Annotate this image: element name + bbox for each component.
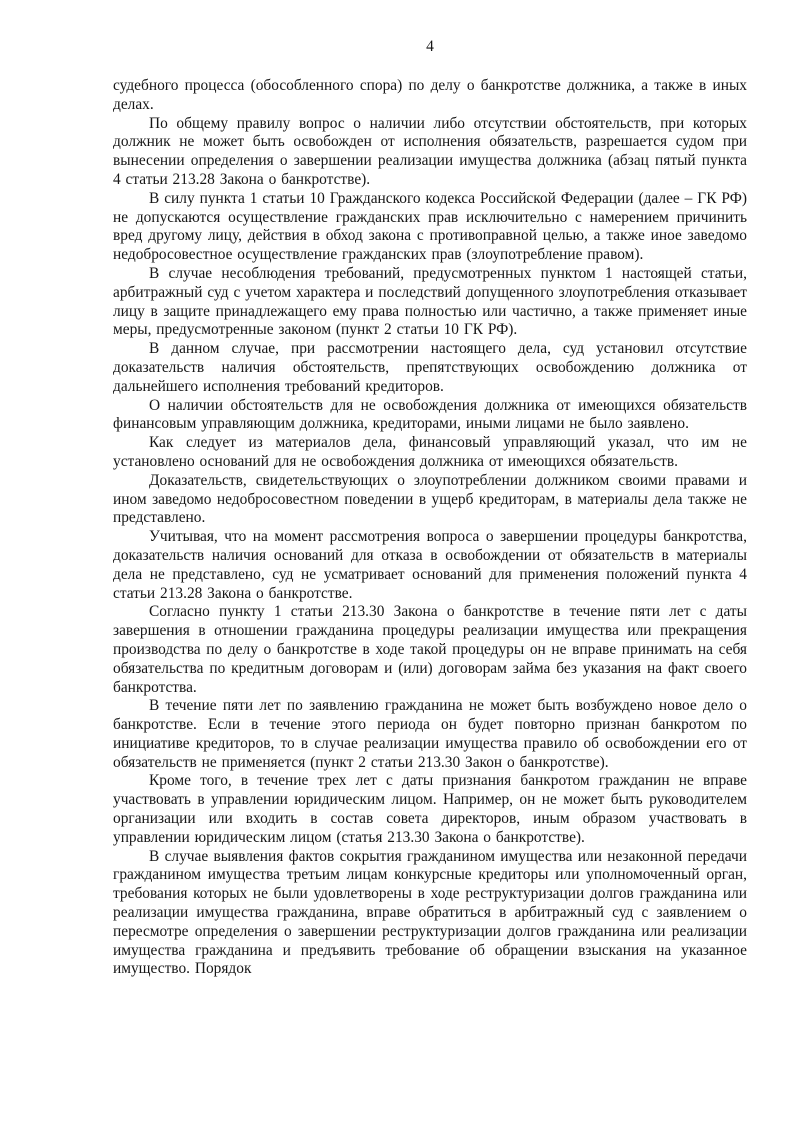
paragraph: Доказательств, свидетельствующих о злоупотреблении должником своими правами и ином заведомо недобросовестном поведении в ущерб кредиторам, в материалы дела также не представлено. — [113, 471, 747, 527]
paragraph: В случае несоблюдения требований, предусмотренных пунктом 1 настоящей статьи, арбитражный суд с учетом характера и последствий допущенного злоупотребления отказывает лицу в защите принадлежащего ему права полностью или частично, а также применяет иные меры, предусмотренные законом (пункт 2 статьи 10 ГК РФ). — [113, 264, 747, 339]
paragraph: судебного процесса (обособленного спора) по делу о банкротстве должника, а также в иных делах. — [113, 77, 747, 113]
paragraph: В случае выявления фактов сокрытия гражданином имущества или незаконной передачи гражданином имущества третьим лицам конкурсные кредиторы или уполномоченный орган, требования которых не были удовлетворены в ходе реструктуризации долгов гражданина или реализации имущества гражданина, вправе обратиться в арбитражный суд с заявлением о пересмотре определения о завершении реструктуризации долгов гражданина или реализации имущества гражданина и предъявить требование об обращении взыскания на указанное имущество. Порядок — [113, 847, 747, 978]
paragraph: В течение пяти лет по заявлению гражданина не может быть возбуждено новое дело о банкротстве. Если в течение этого периода он будет повторно признан банкротом по инициативе кредиторов, то в случае реализации имущества правило об освобождении его от обязательств не применяется (пункт 2 статьи 213.30 Закон о банкротстве). — [113, 697, 747, 771]
paragraph: В силу пункта 1 статьи 10 Гражданского кодекса Российской Федерации (далее – ГК РФ) не допускаются осуществление гражданских прав исключительно с намерением причинить вред другому лицу, действия в обход закона с противоправной целью, а также иное заведомо недобросовестное осуществление гражданских прав (злоупотребление правом). — [113, 189, 747, 264]
paragraph: Как следует из материалов дела, финансовый управляющий указал, что им не установлено оснований для не освобождения должника от имеющихся обязательств. — [113, 434, 747, 470]
paragraph: В данном случае, при рассмотрении настоящего дела, суд установил отсутствие доказательств наличия обстоятельств, препятствующих освобождению должника от дальнейшего исполнения требований кредиторов. — [113, 340, 747, 395]
document-body — [113, 77, 747, 979]
paragraph: Согласно пункту 1 статьи 213.30 Закона о банкротстве в течение пяти лет с даты завершения в отношении гражданина процедуры реализации имущества или прекращения производства по делу о банкротстве в ходе такой процедуры он не вправе принимать на себя обязательства по кредитным договорам и (или) договорам займа без указания на факт своего банкротства. — [113, 603, 747, 696]
paragraph: Кроме того, в течение трех лет с даты признания банкротом гражданин не вправе участвовать в управлении юридическим лицом. Например, он не может быть руководителем организации или входить в состав совета директоров, иным образом участвовать в управлении юридическим лицом (статья 213.30 Закона о банкротстве). — [113, 772, 747, 846]
paragraph: По общему правилу вопрос о наличии либо отсутствии обстоятельств, при которых должник не может быть освобожден от исполнения обязательств, разрешается судом при вынесении определения о завершении реализации имущества должника (абзац пятый пункта 4 статьи 213.28 Закона о банкротстве). — [113, 114, 747, 188]
page-number: 4 — [426, 38, 434, 55]
paragraph: О наличии обстоятельств для не освобождения должника от имеющихся обязательств финансовым управляющим должника, кредиторами, иными лицами не было заявлено. — [113, 396, 747, 433]
paragraph: Учитывая, что на момент рассмотрения вопроса о завершении процедуры банкротства, доказательств наличия оснований для отказа в освобождении от обязательств в материалы дела не представлено, суд не усматривает оснований для применения положений пункта 4 статьи 213.28 Закона о банкротстве. — [113, 528, 747, 602]
